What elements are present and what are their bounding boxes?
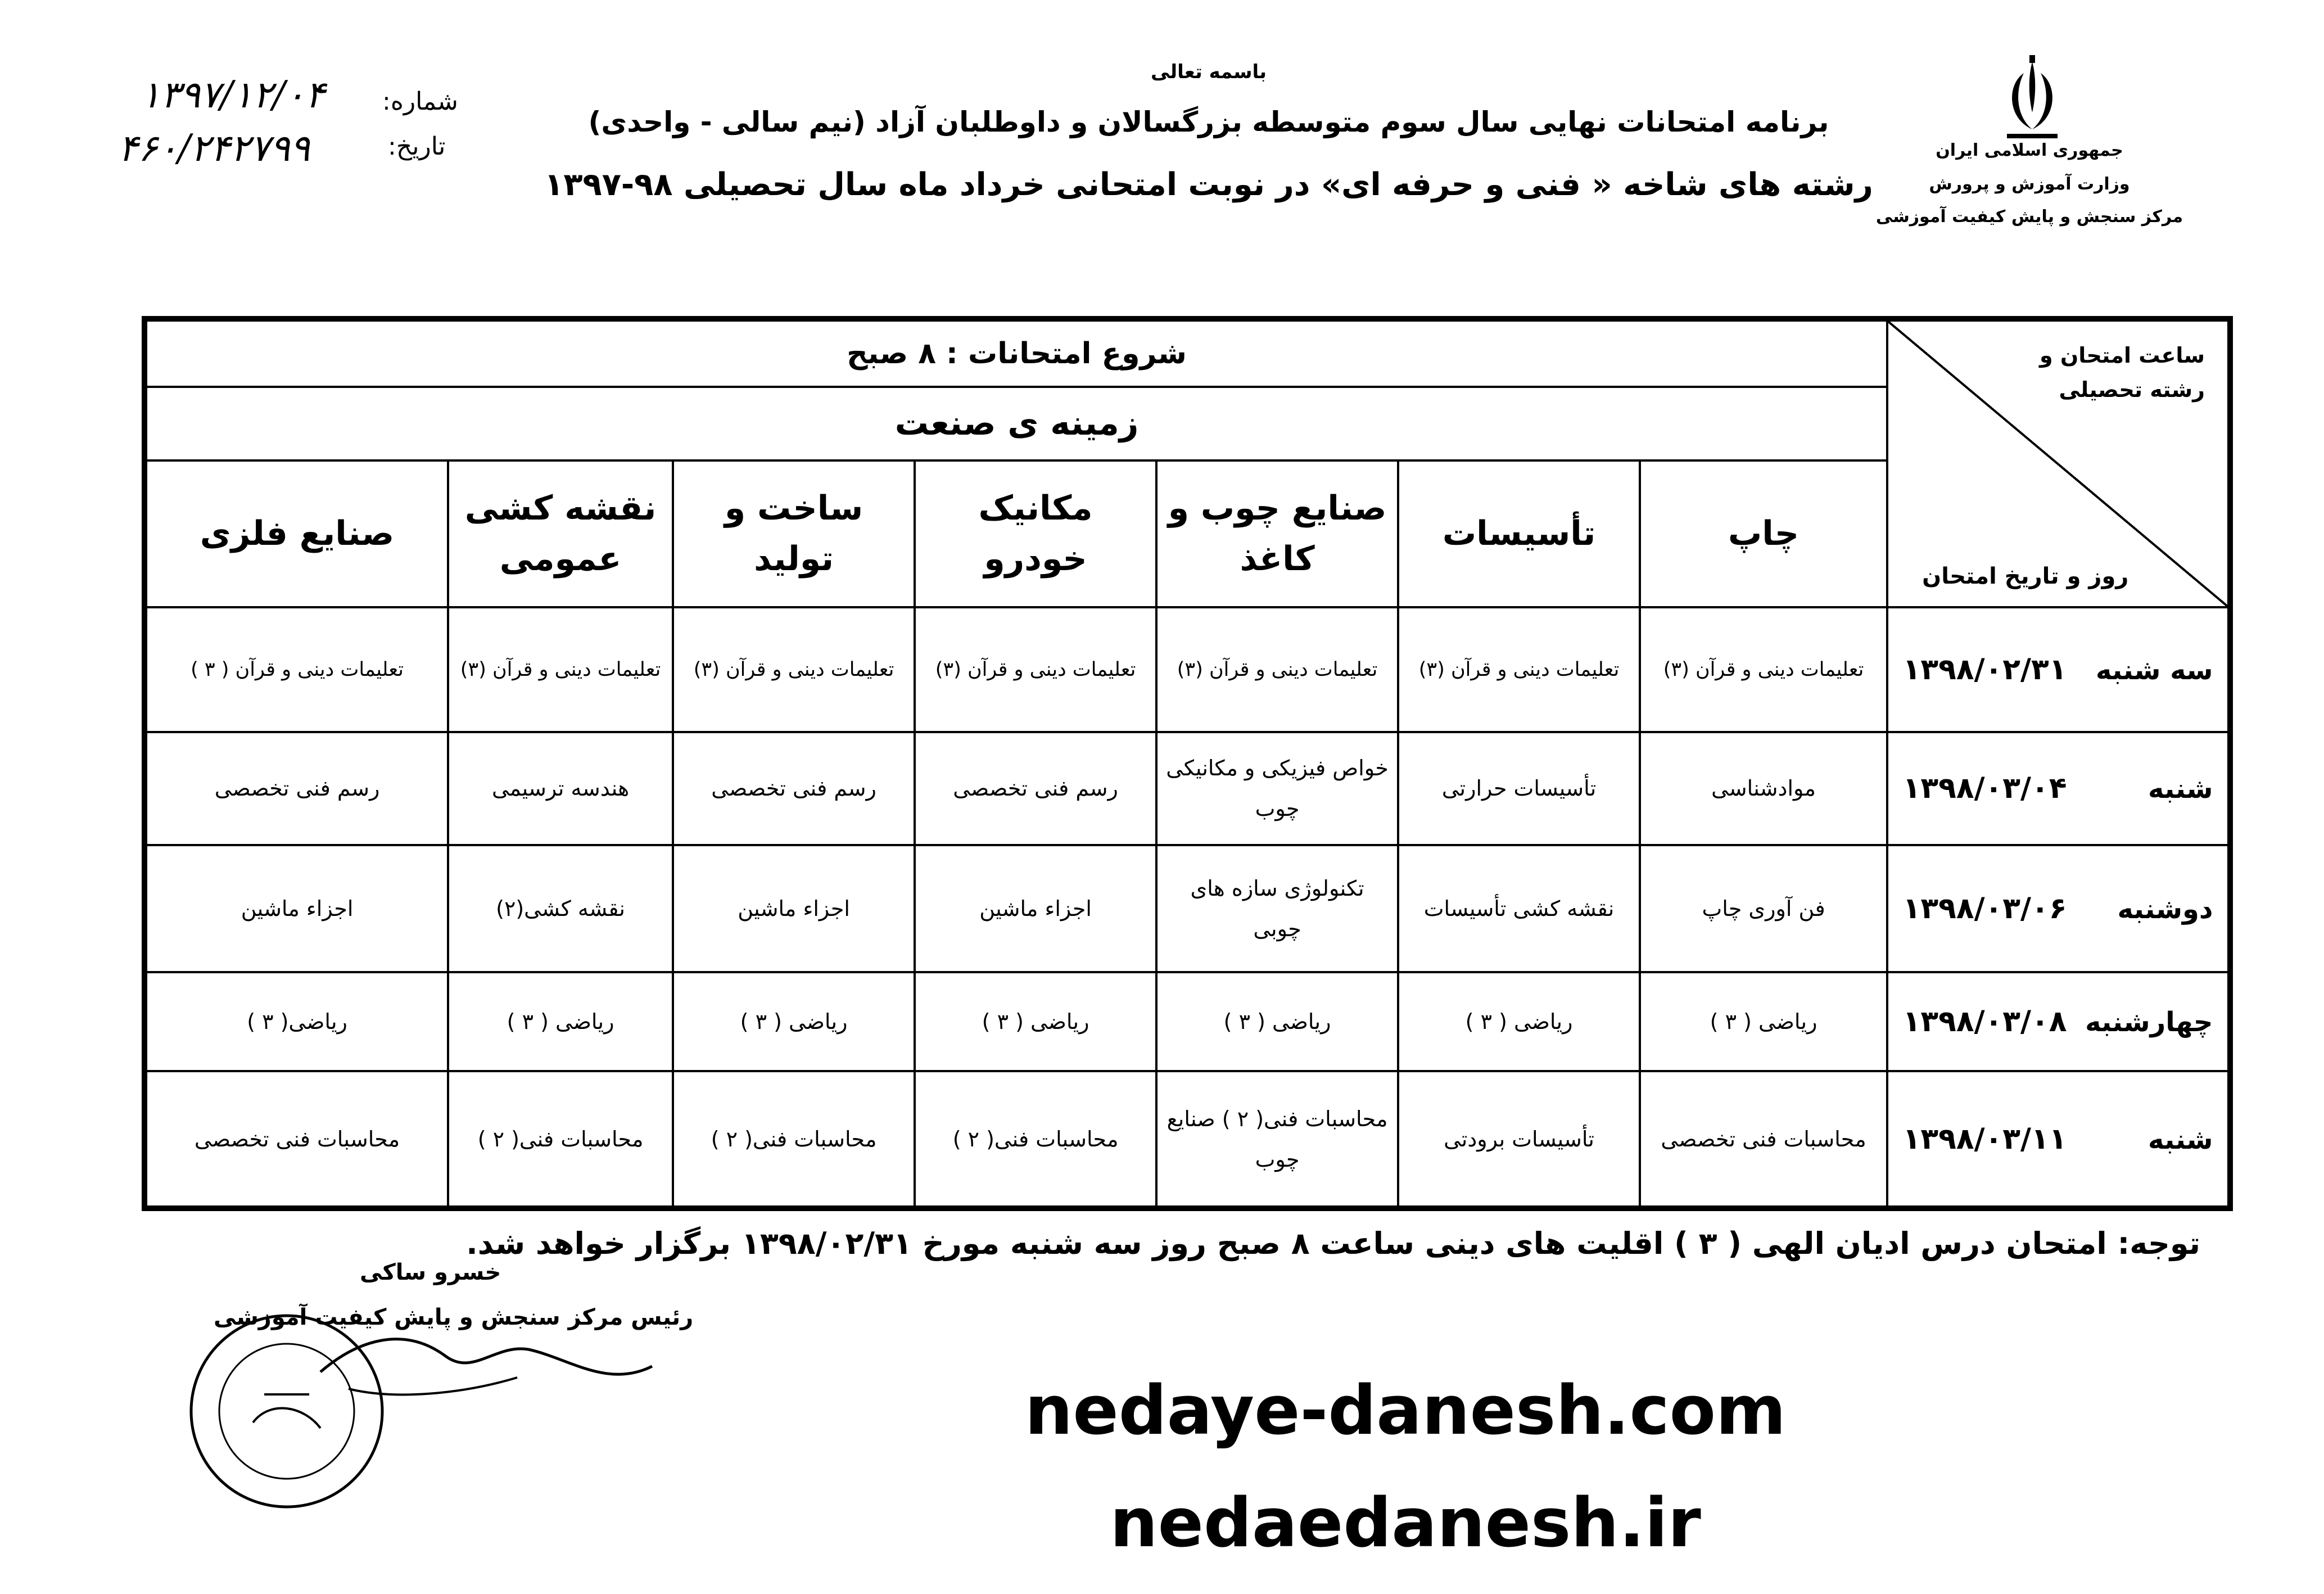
schedule-cell: محاسبات فنی( ۲ ) <box>448 1071 673 1208</box>
day-date-cell <box>1887 972 2230 1071</box>
exam-start-time: شروع امتحانات : ۸ صبح <box>144 319 1887 387</box>
schedule-cell: هندسه ترسیمی <box>448 732 673 845</box>
schedule-cell: محاسبات فنی( ۲ ) صنایع چوب <box>1156 1071 1398 1208</box>
schedule-cell: فن آوری چاپ <box>1640 845 1887 972</box>
day-date-cell <box>1887 845 2230 972</box>
schedule-cell: ریاضی ( ۳ ) <box>1398 972 1640 1071</box>
schedule-cell: نقشه کشی(۲) <box>448 845 673 972</box>
schedule-cell: تعلیمات دینی و قرآن (۳) <box>1156 607 1398 731</box>
schedule-cell: ریاضی ( ۳ ) <box>673 972 915 1071</box>
schedule-cell: محاسبات فنی تخصصی <box>1640 1071 1887 1208</box>
field-industry: زمینه ی صنعت <box>144 387 1887 460</box>
schedule-cell: ریاضی ( ۳ ) <box>448 972 673 1071</box>
iran-emblem-icon <box>1984 51 2080 152</box>
column-header: صنایع فلزی <box>144 460 448 608</box>
exam-date: ۱۳۹۸/۰۳/۱۱ <box>1902 1122 2067 1156</box>
schedule-cell: رسم فنی تخصصی <box>915 732 1156 845</box>
footnote: توجه: امتحان درس ادیان الهی ( ۳ ) اقلیت های دینی ساعت ۸ صبح روز سه شنبه مورخ ۱۳۹۸/۰۲/۳۱ برگزار خواهد شد. <box>466 1226 2200 1261</box>
watermark-site-2: nedaedanesh.ir <box>1110 1484 1701 1563</box>
table-row <box>144 1071 2230 1208</box>
schedule-cell: تکنولوژی سازه های چوبی <box>1156 845 1398 972</box>
table-row <box>144 845 2230 972</box>
reference-number-value: ۱۳۹۷/۱۲/۰۴ <box>141 73 325 116</box>
schedule-cell: محاسبات فنی( ۲ ) <box>915 1071 1156 1208</box>
official-stamp <box>186 1310 388 1512</box>
schedule-cell: خواص فیزیکی و مکانیکی چوب <box>1156 732 1398 845</box>
day-name: دوشنبه <box>2117 893 2213 925</box>
exam-date: ۱۳۹۸/۰۳/۰۶ <box>1902 892 2067 926</box>
org-line-country: جمهوری اسلامی ایران <box>1936 141 2123 160</box>
bismillah-heading: باسمه تعالی <box>1150 61 1267 83</box>
schedule-cell: رسم فنی تخصصی <box>144 732 448 845</box>
corner-top-label: ساعت امتحان و رشته تحصیلی <box>2040 343 2205 402</box>
watermark-site-1: nedaye-danesh.com <box>1024 1372 1787 1450</box>
corner-header-cell <box>1887 319 2230 607</box>
day-name: شنبه <box>2148 773 2213 805</box>
schedule-cell: رسم فنی تخصصی <box>673 732 915 845</box>
schedule-cell: اجزاء ماشین <box>915 845 1156 972</box>
column-header: مکانیک خودرو <box>915 460 1156 608</box>
signer-title: رئیس مرکز سنجش و پایش کیفیت آموزشی <box>214 1304 694 1330</box>
schedule-cell: نقشه کشی تأسیسات <box>1398 845 1640 972</box>
day-name: شنبه <box>2148 1123 2213 1155</box>
schedule-cell: اجزاء ماشین <box>673 845 915 972</box>
schedule-cell: تعلیمات دینی و قرآن (۳) <box>915 607 1156 731</box>
column-header: تأسیسات <box>1398 460 1640 608</box>
corner-bottom-label: روز و تاریخ امتحان <box>1922 563 2129 590</box>
signer-name: خسرو ساکی <box>360 1259 501 1285</box>
schedule-cell: تأسیسات حرارتی <box>1398 732 1640 845</box>
day-date-cell <box>1887 1071 2230 1208</box>
title-line-1: برنامه امتحانات نهایی سال سوم متوسطه بزرگسالان و داوطلبان آزاد (نیم سالی - واحدی) <box>588 106 1829 138</box>
schedule-cell: ریاضی( ۳ ) <box>144 972 448 1071</box>
schedule-cell: تعلیمات دینی و قرآن (۳) <box>1640 607 1887 731</box>
column-header: صنایع چوب و کاغذ <box>1156 460 1398 608</box>
schedule-cell: تأسیسات برودتی <box>1398 1071 1640 1208</box>
table-row <box>144 607 2230 731</box>
table-row <box>144 732 2230 845</box>
exam-date: ۱۳۹۸/۰۳/۰۴ <box>1902 771 2067 806</box>
schedule-cell: تعلیمات دینی و قرآن (۳) <box>448 607 673 731</box>
exam-schedule-table <box>142 316 2233 1211</box>
schedule-cell: اجزاء ماشین <box>144 845 448 972</box>
exam-date: ۱۳۹۸/۰۲/۳۱ <box>1902 652 2067 687</box>
day-date-cell <box>1887 607 2230 731</box>
schedule-cell: موادشناسی <box>1640 732 1887 845</box>
schedule-cell: محاسبات فنی تخصصی <box>144 1071 448 1208</box>
column-header: چاپ <box>1640 460 1887 608</box>
column-header: ساخت و تولید <box>673 460 915 608</box>
schedule-cell: تعلیمات دینی و قرآن ( ۳ ) <box>144 607 448 731</box>
schedule-cell: تعلیمات دینی و قرآن (۳) <box>1398 607 1640 731</box>
table-row <box>144 972 2230 1071</box>
day-name: چهارشنبه <box>2085 1006 2213 1038</box>
title-line-2: رشته های شاخه « فنی و حرفه ای» در نوبت امتحانی خرداد ماه سال تحصیلی ۹۸-۱۳۹۷ <box>544 166 1873 203</box>
date-label: تاریخ: <box>388 132 446 161</box>
schedule-cell: ریاضی ( ۳ ) <box>915 972 1156 1071</box>
schedule-cell: محاسبات فنی( ۲ ) <box>673 1071 915 1208</box>
day-date-cell <box>1887 732 2230 845</box>
org-line-center: مرکز سنجش و پایش کیفیت آموزشی <box>1875 207 2183 227</box>
org-line-ministry: وزارت آموزش و پرورش <box>1929 174 2130 194</box>
number-label: شماره: <box>382 87 458 116</box>
column-header: نقشه کشی عمومی <box>448 460 673 608</box>
schedule-cell: ریاضی ( ۳ ) <box>1640 972 1887 1071</box>
day-name: سه شنبه <box>2095 654 2213 686</box>
schedule-cell: تعلیمات دینی و قرآن (۳) <box>673 607 915 731</box>
reference-date-value: ۴۶۰/۲۴۲۷۹۹ <box>118 127 310 170</box>
schedule-cell: ریاضی ( ۳ ) <box>1156 972 1398 1071</box>
exam-date: ۱۳۹۸/۰۳/۰۸ <box>1902 1005 2067 1039</box>
